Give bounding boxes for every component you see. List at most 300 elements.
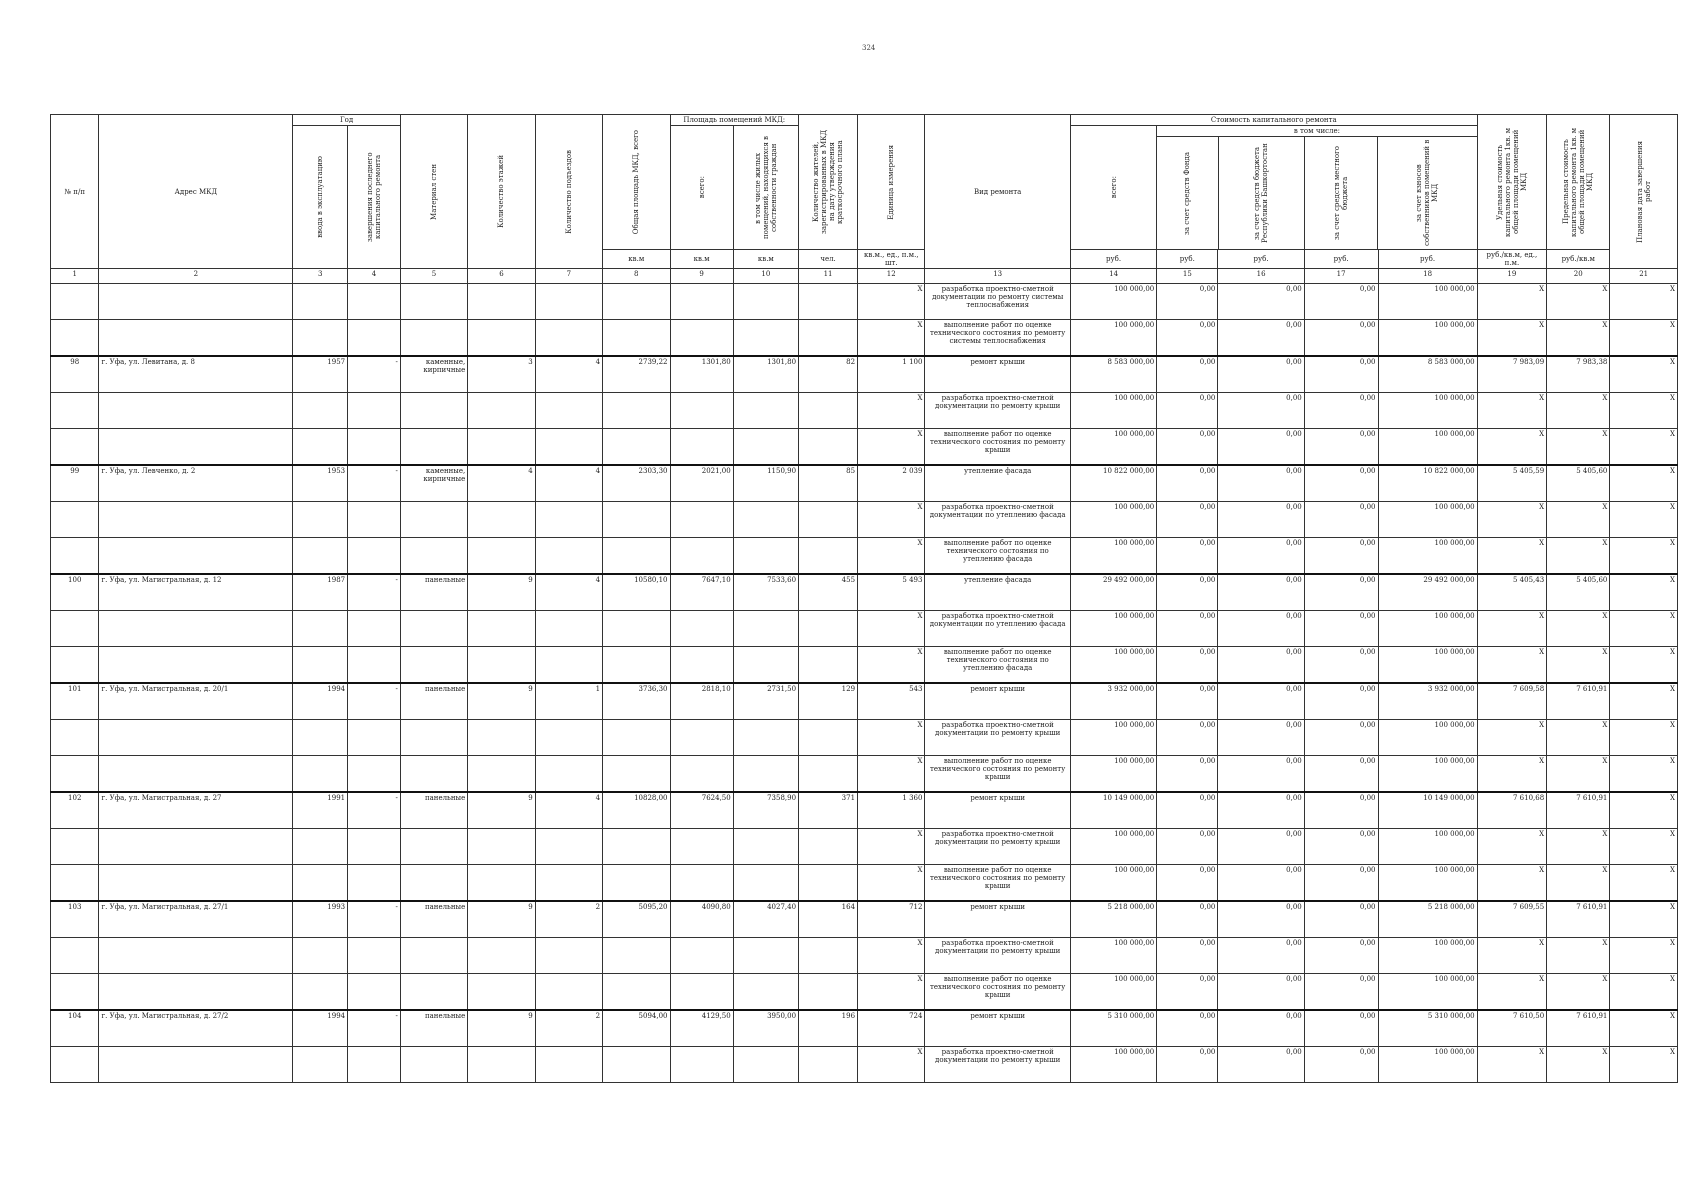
unit-premises-citizens: кв.м xyxy=(733,250,798,269)
cell-unit: X xyxy=(858,320,925,357)
cell-num xyxy=(51,938,99,974)
cell-cost-budget-rb: 0,00 xyxy=(1218,465,1304,502)
cell-repair-type: разработка проектно-сметной документации по ремонту крыши xyxy=(925,829,1070,865)
cell-floors xyxy=(468,720,535,756)
cell-num: 104 xyxy=(51,1010,99,1047)
cell-wall-material xyxy=(400,393,467,429)
cell-cost-local: 0,00 xyxy=(1304,901,1378,938)
cell-wall-material xyxy=(400,502,467,538)
cell-num xyxy=(51,1047,99,1083)
cell-unit-cost: X xyxy=(1477,502,1547,538)
cell-cost-total: 29 492 000,00 xyxy=(1070,574,1156,611)
unit-cost-local: руб. xyxy=(1304,250,1378,269)
cell-entrances: 4 xyxy=(535,465,602,502)
cell-max-cost: 7 610,91 xyxy=(1547,1010,1610,1047)
cell-max-cost: 7 983,38 xyxy=(1547,356,1610,393)
cell-cost-owners: 100 000,00 xyxy=(1378,284,1477,320)
cell-cost-total: 100 000,00 xyxy=(1070,938,1156,974)
cell-premises-total xyxy=(670,393,733,429)
cell-cost-fund: 0,00 xyxy=(1157,974,1218,1011)
cell-wall-material: панельные xyxy=(400,1010,467,1047)
cell-unit-cost: X xyxy=(1477,829,1547,865)
cell-repair-type: разработка проектно-сметной документации по ремонту системы теплоснабжения xyxy=(925,284,1070,320)
cell-planned-date: X xyxy=(1610,356,1678,393)
cell-premises-citizens: 2731,50 xyxy=(733,683,798,720)
table-row xyxy=(51,647,1678,684)
cell-year-last-repair xyxy=(348,756,401,793)
col-number: 16 xyxy=(1218,269,1304,284)
table-row xyxy=(51,429,1678,466)
cell-wall-material: панельные xyxy=(400,901,467,938)
cell-entrances: 4 xyxy=(535,574,602,611)
header-max-cost: Предельная стоимость капитального ремонта 1кв. м общей площади помещений МКД xyxy=(1547,115,1610,250)
col-number: 1 xyxy=(51,269,99,284)
table-row xyxy=(51,284,1678,320)
cell-repair-type: ремонт крыши xyxy=(925,792,1070,829)
cell-unit-cost: 7 983,09 xyxy=(1477,356,1547,393)
cell-entrances xyxy=(535,393,602,429)
cell-unit: 1 360 xyxy=(858,792,925,829)
cell-premises-citizens xyxy=(733,502,798,538)
cell-floors: 9 xyxy=(468,1010,535,1047)
header-planned-date: Плановая дата завершения работ xyxy=(1610,115,1678,269)
cell-cost-local: 0,00 xyxy=(1304,502,1378,538)
cell-unit: X xyxy=(858,393,925,429)
cell-year-commission xyxy=(293,284,348,320)
cell-residents xyxy=(799,284,858,320)
cell-planned-date: X xyxy=(1610,320,1678,357)
cell-max-cost: X xyxy=(1547,865,1610,902)
header-premises-citizens: в том числе жилых помещений, находящихся в собственности граждан xyxy=(733,126,798,250)
cell-planned-date: X xyxy=(1610,284,1678,320)
cell-premises-total xyxy=(670,284,733,320)
cell-residents xyxy=(799,720,858,756)
cell-entrances: 4 xyxy=(535,792,602,829)
cell-unit: X xyxy=(858,756,925,793)
cell-unit-cost: X xyxy=(1477,538,1547,575)
cell-planned-date: X xyxy=(1610,611,1678,647)
cell-floors xyxy=(468,393,535,429)
col-number: 3 xyxy=(293,269,348,284)
cell-cost-local: 0,00 xyxy=(1304,829,1378,865)
cell-cost-owners: 10 149 000,00 xyxy=(1378,792,1477,829)
cell-unit-cost: X xyxy=(1477,611,1547,647)
cell-premises-citizens xyxy=(733,284,798,320)
cell-year-last-repair: - xyxy=(348,1010,401,1047)
cell-floors: 9 xyxy=(468,683,535,720)
cell-cost-owners: 100 000,00 xyxy=(1378,502,1477,538)
page-number: 324 xyxy=(862,44,876,52)
cell-cost-total: 10 149 000,00 xyxy=(1070,792,1156,829)
cell-floors: 9 xyxy=(468,901,535,938)
cell-num xyxy=(51,320,99,357)
cell-premises-total xyxy=(670,647,733,684)
cell-unit: X xyxy=(858,938,925,974)
cell-num: 103 xyxy=(51,901,99,938)
cell-repair-type: утепление фасада xyxy=(925,574,1070,611)
cell-cost-owners: 100 000,00 xyxy=(1378,429,1477,466)
cell-floors: 3 xyxy=(468,356,535,393)
unit-cost-total: руб. xyxy=(1070,250,1156,269)
cell-planned-date: X xyxy=(1610,1010,1678,1047)
cell-max-cost: X xyxy=(1547,393,1610,429)
cell-planned-date: X xyxy=(1610,901,1678,938)
cell-unit: 2 039 xyxy=(858,465,925,502)
cell-cost-owners: 100 000,00 xyxy=(1378,829,1477,865)
table-row xyxy=(51,974,1678,1011)
col-number: 20 xyxy=(1547,269,1610,284)
cell-unit-cost: X xyxy=(1477,756,1547,793)
table-row xyxy=(51,683,1678,720)
cell-address xyxy=(99,938,293,974)
cell-cost-owners: 29 492 000,00 xyxy=(1378,574,1477,611)
cell-premises-total xyxy=(670,611,733,647)
cell-year-commission xyxy=(293,611,348,647)
cell-planned-date: X xyxy=(1610,720,1678,756)
cell-premises-citizens xyxy=(733,538,798,575)
cell-address xyxy=(99,320,293,357)
cell-residents xyxy=(799,865,858,902)
cell-premises-citizens xyxy=(733,938,798,974)
cell-total-area xyxy=(603,756,670,793)
repair-plan-table xyxy=(50,114,1678,1083)
cell-year-commission: 1987 xyxy=(293,574,348,611)
col-number: 10 xyxy=(733,269,798,284)
cell-cost-budget-rb: 0,00 xyxy=(1218,829,1304,865)
cell-cost-fund: 0,00 xyxy=(1157,683,1218,720)
cell-num: 102 xyxy=(51,792,99,829)
col-number: 9 xyxy=(670,269,733,284)
cell-num xyxy=(51,647,99,684)
cell-num: 99 xyxy=(51,465,99,502)
cell-total-area xyxy=(603,829,670,865)
cell-entrances: 1 xyxy=(535,683,602,720)
table-row xyxy=(51,574,1678,611)
cell-year-last-repair xyxy=(348,284,401,320)
cell-planned-date: X xyxy=(1610,429,1678,466)
cell-cost-fund: 0,00 xyxy=(1157,720,1218,756)
cell-total-area: 5095,20 xyxy=(603,901,670,938)
cell-unit: X xyxy=(858,502,925,538)
col-number: 6 xyxy=(468,269,535,284)
cell-wall-material xyxy=(400,756,467,793)
cell-total-area: 2739,22 xyxy=(603,356,670,393)
cell-cost-total: 100 000,00 xyxy=(1070,756,1156,793)
cell-wall-material xyxy=(400,429,467,466)
header-residents: Количество жителей, зарегистрированных в МКД на дату утверждения краткосрочного плана xyxy=(799,115,858,250)
cell-max-cost: X xyxy=(1547,647,1610,684)
cell-num xyxy=(51,538,99,575)
cell-cost-fund: 0,00 xyxy=(1157,792,1218,829)
col-number: 2 xyxy=(99,269,293,284)
cell-wall-material: каменные, кирпичные xyxy=(400,356,467,393)
cell-unit: X xyxy=(858,647,925,684)
cell-premises-citizens: 1301,80 xyxy=(733,356,798,393)
cell-entrances xyxy=(535,320,602,357)
cell-cost-owners: 10 822 000,00 xyxy=(1378,465,1477,502)
cell-repair-type: разработка проектно-сметной документации по ремонту крыши xyxy=(925,393,1070,429)
cell-address xyxy=(99,538,293,575)
table-row xyxy=(51,611,1678,647)
cell-entrances: 2 xyxy=(535,1010,602,1047)
cell-cost-owners: 100 000,00 xyxy=(1378,756,1477,793)
cell-premises-citizens: 7533,60 xyxy=(733,574,798,611)
cell-cost-local: 0,00 xyxy=(1304,647,1378,684)
cell-total-area: 5094,00 xyxy=(603,1010,670,1047)
cell-cost-budget-rb: 0,00 xyxy=(1218,320,1304,357)
cell-cost-local: 0,00 xyxy=(1304,574,1378,611)
cell-cost-fund: 0,00 xyxy=(1157,284,1218,320)
cell-max-cost: X xyxy=(1547,974,1610,1011)
col-number: 21 xyxy=(1610,269,1678,284)
cell-year-last-repair xyxy=(348,974,401,1011)
cell-floors xyxy=(468,829,535,865)
col-number: 18 xyxy=(1378,269,1477,284)
cell-cost-budget-rb: 0,00 xyxy=(1218,393,1304,429)
cell-planned-date: X xyxy=(1610,574,1678,611)
cell-residents xyxy=(799,938,858,974)
cell-unit-cost: X xyxy=(1477,320,1547,357)
cell-cost-total: 100 000,00 xyxy=(1070,647,1156,684)
cell-unit-cost: X xyxy=(1477,974,1547,1011)
cell-residents xyxy=(799,429,858,466)
cell-residents xyxy=(799,538,858,575)
cell-cost-owners: 100 000,00 xyxy=(1378,720,1477,756)
col-number: 5 xyxy=(400,269,467,284)
cell-planned-date: X xyxy=(1610,756,1678,793)
cell-max-cost: X xyxy=(1547,284,1610,320)
table-row xyxy=(51,865,1678,902)
cell-total-area xyxy=(603,429,670,466)
cell-wall-material xyxy=(400,974,467,1011)
cell-year-last-repair: - xyxy=(348,465,401,502)
cell-cost-fund: 0,00 xyxy=(1157,356,1218,393)
cell-premises-total xyxy=(670,974,733,1011)
cell-max-cost: 5 405,60 xyxy=(1547,574,1610,611)
table-row xyxy=(51,901,1678,938)
cell-unit-cost: X xyxy=(1477,393,1547,429)
header-cost-total: всего: xyxy=(1070,126,1156,250)
cell-wall-material xyxy=(400,284,467,320)
cell-address xyxy=(99,502,293,538)
cell-cost-total: 100 000,00 xyxy=(1070,320,1156,357)
cell-address: г. Уфа, ул. Магистральная, д. 27 xyxy=(99,792,293,829)
cell-premises-citizens xyxy=(733,865,798,902)
cell-max-cost: 7 610,91 xyxy=(1547,792,1610,829)
cell-unit-cost: 5 405,43 xyxy=(1477,574,1547,611)
cell-total-area: 3736,30 xyxy=(603,683,670,720)
cell-premises-citizens xyxy=(733,429,798,466)
col-number: 12 xyxy=(858,269,925,284)
header-unit: Единица измерения xyxy=(858,115,925,250)
col-number: 19 xyxy=(1477,269,1547,284)
cell-cost-budget-rb: 0,00 xyxy=(1218,538,1304,575)
cell-premises-citizens: 1150,90 xyxy=(733,465,798,502)
cell-floors: 9 xyxy=(468,574,535,611)
cell-premises-citizens xyxy=(733,720,798,756)
cell-cost-fund: 0,00 xyxy=(1157,611,1218,647)
cell-num: 100 xyxy=(51,574,99,611)
cell-entrances xyxy=(535,1047,602,1083)
cell-year-last-repair: - xyxy=(348,683,401,720)
cell-total-area xyxy=(603,611,670,647)
column-numbers-row xyxy=(51,269,1678,284)
cell-year-commission: 1957 xyxy=(293,356,348,393)
header-cost-sub xyxy=(1157,137,1476,249)
table-row xyxy=(51,756,1678,793)
col-number: 4 xyxy=(348,269,401,284)
cell-planned-date: X xyxy=(1610,465,1678,502)
cell-repair-type: разработка проектно-сметной документации по ремонту крыши xyxy=(925,938,1070,974)
cell-floors xyxy=(468,284,535,320)
header-repair-type: Вид ремонта xyxy=(925,115,1070,269)
col-number: 17 xyxy=(1304,269,1378,284)
cell-entrances xyxy=(535,538,602,575)
cell-floors: 4 xyxy=(468,465,535,502)
cell-unit: 1 100 xyxy=(858,356,925,393)
cell-residents xyxy=(799,393,858,429)
cell-year-last-repair xyxy=(348,393,401,429)
col-number: 8 xyxy=(603,269,670,284)
cell-year-commission xyxy=(293,938,348,974)
cell-entrances: 2 xyxy=(535,901,602,938)
header-num: № п/п xyxy=(51,115,99,269)
table-row xyxy=(51,356,1678,393)
cell-cost-local: 0,00 xyxy=(1304,1047,1378,1083)
cell-year-commission xyxy=(293,829,348,865)
cell-premises-total: 2021,00 xyxy=(670,465,733,502)
cell-cost-budget-rb: 0,00 xyxy=(1218,901,1304,938)
cell-premises-citizens xyxy=(733,320,798,357)
cell-cost-local: 0,00 xyxy=(1304,683,1378,720)
cell-floors xyxy=(468,756,535,793)
cell-wall-material xyxy=(400,1047,467,1083)
cell-repair-type: выполнение работ по оценке технического состояния по ремонту крыши xyxy=(925,974,1070,1011)
unit-premises-total: кв.м xyxy=(670,250,733,269)
cell-cost-total: 100 000,00 xyxy=(1070,284,1156,320)
cell-unit-cost: 7 610,68 xyxy=(1477,792,1547,829)
header-wall-material: Материал стен xyxy=(400,115,467,269)
cell-entrances xyxy=(535,974,602,1011)
cell-residents xyxy=(799,974,858,1011)
col-number: 11 xyxy=(799,269,858,284)
cell-max-cost: X xyxy=(1547,829,1610,865)
cell-cost-local: 0,00 xyxy=(1304,393,1378,429)
cell-year-commission xyxy=(293,393,348,429)
cell-year-commission xyxy=(293,1047,348,1083)
cell-year-commission xyxy=(293,320,348,357)
cell-entrances xyxy=(535,611,602,647)
cell-cost-total: 100 000,00 xyxy=(1070,974,1156,1011)
cell-cost-budget-rb: 0,00 xyxy=(1218,974,1304,1011)
cell-max-cost: X xyxy=(1547,1047,1610,1083)
cell-address xyxy=(99,829,293,865)
cell-cost-budget-rb: 0,00 xyxy=(1218,284,1304,320)
cell-entrances xyxy=(535,720,602,756)
cell-repair-type: выполнение работ по оценке технического состояния по утеплению фасада xyxy=(925,538,1070,575)
cell-cost-total: 5 218 000,00 xyxy=(1070,901,1156,938)
cell-address xyxy=(99,974,293,1011)
cell-cost-owners: 5 218 000,00 xyxy=(1378,901,1477,938)
cell-repair-type: выполнение работ по оценке технического состояния по утеплению фасада xyxy=(925,647,1070,684)
cell-unit-cost: X xyxy=(1477,647,1547,684)
cell-repair-type: разработка проектно-сметной документации по утеплению фасада xyxy=(925,611,1070,647)
cell-cost-owners: 100 000,00 xyxy=(1378,320,1477,357)
cell-year-last-repair xyxy=(348,720,401,756)
cell-year-last-repair xyxy=(348,429,401,466)
cell-cost-local: 0,00 xyxy=(1304,756,1378,793)
cell-repair-type: разработка проектно-сметной документации по ремонту крыши xyxy=(925,1047,1070,1083)
cell-unit-cost: X xyxy=(1477,429,1547,466)
table-row xyxy=(51,938,1678,974)
cell-cost-fund: 0,00 xyxy=(1157,865,1218,902)
cell-entrances xyxy=(535,829,602,865)
cell-cost-fund: 0,00 xyxy=(1157,756,1218,793)
cell-unit-cost: 5 405,59 xyxy=(1477,465,1547,502)
cell-unit: X xyxy=(858,284,925,320)
cell-cost-local: 0,00 xyxy=(1304,865,1378,902)
cell-cost-local: 0,00 xyxy=(1304,429,1378,466)
header-premises-group: Площадь помещений МКД: xyxy=(670,115,799,126)
cell-premises-total: 4129,50 xyxy=(670,1010,733,1047)
cell-unit: X xyxy=(858,974,925,1011)
cell-residents: 82 xyxy=(799,356,858,393)
cell-residents: 371 xyxy=(799,792,858,829)
cell-address xyxy=(99,393,293,429)
cell-max-cost: 7 610,91 xyxy=(1547,901,1610,938)
cell-repair-type: ремонт крыши xyxy=(925,356,1070,393)
cell-cost-total: 100 000,00 xyxy=(1070,393,1156,429)
cell-unit-cost: 7 609,55 xyxy=(1477,901,1547,938)
cell-year-last-repair: - xyxy=(348,356,401,393)
table-row xyxy=(51,792,1678,829)
cell-num xyxy=(51,429,99,466)
cell-floors xyxy=(468,974,535,1011)
cell-repair-type: разработка проектно-сметной документации по ремонту крыши xyxy=(925,720,1070,756)
cell-total-area xyxy=(603,938,670,974)
cell-cost-local: 0,00 xyxy=(1304,792,1378,829)
cell-premises-total xyxy=(670,756,733,793)
cell-address xyxy=(99,647,293,684)
col-number: 13 xyxy=(925,269,1070,284)
cell-residents: 85 xyxy=(799,465,858,502)
cell-max-cost: X xyxy=(1547,756,1610,793)
table-row xyxy=(51,1047,1678,1083)
cell-premises-total xyxy=(670,865,733,902)
cell-repair-type: выполнение работ по оценке технического состояния по ремонту крыши xyxy=(925,429,1070,466)
cell-total-area: 2303,30 xyxy=(603,465,670,502)
cell-wall-material xyxy=(400,829,467,865)
cell-residents xyxy=(799,756,858,793)
cell-year-commission xyxy=(293,429,348,466)
cell-cost-total: 10 822 000,00 xyxy=(1070,465,1156,502)
cell-cost-local: 0,00 xyxy=(1304,938,1378,974)
cell-cost-total: 100 000,00 xyxy=(1070,865,1156,902)
cell-planned-date: X xyxy=(1610,538,1678,575)
cell-unit: X xyxy=(858,829,925,865)
cell-total-area: 10828,00 xyxy=(603,792,670,829)
cell-premises-total xyxy=(670,429,733,466)
cell-year-last-repair xyxy=(348,538,401,575)
cell-premises-citizens xyxy=(733,756,798,793)
table-row xyxy=(51,1010,1678,1047)
cell-residents: 164 xyxy=(799,901,858,938)
cell-max-cost: 5 405,60 xyxy=(1547,465,1610,502)
cell-cost-budget-rb: 0,00 xyxy=(1218,720,1304,756)
cell-floors xyxy=(468,938,535,974)
cell-cost-budget-rb: 0,00 xyxy=(1218,1047,1304,1083)
cell-cost-budget-rb: 0,00 xyxy=(1218,502,1304,538)
